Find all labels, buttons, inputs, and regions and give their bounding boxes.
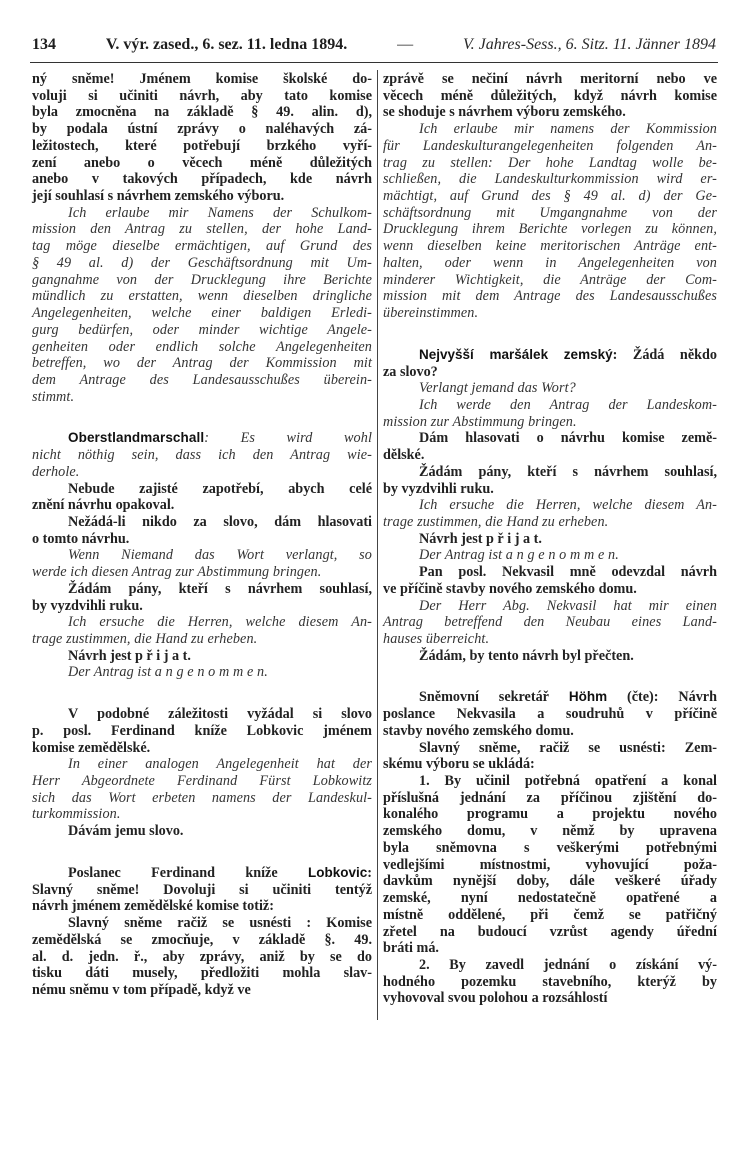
text-line: tisku dáti musely, předložiti mohla slav- [32, 965, 372, 982]
text-line: návrh jménem zemědělské komise totiž: [32, 898, 274, 915]
paragraph [383, 740, 717, 773]
text-line: by vyzdvihli ruku. [383, 480, 494, 497]
text-line: Wenn Niemand das Wort verlangt, so [68, 547, 372, 564]
text-line: genheiten oder endlich solche Angelegenheiten [32, 338, 372, 355]
text-line: její souhlasí s návrhem zemského výboru. [32, 188, 285, 205]
text-line: zprávě se nečiní návrh meritorní nebo ve [383, 71, 717, 87]
text-line: Ich ersuche die Herren, welche diesem An- [419, 497, 717, 514]
text-line: Ich erlaube mir namens der Kommission [419, 121, 717, 138]
text-line: mündlich zu erstatten, wenn dieselben dringliche [32, 288, 372, 305]
text-line: Der Antrag ist a n g e n o m m e n. [419, 547, 619, 564]
text-segment: : Es wird wohl [204, 430, 372, 447]
text-line: betreffen, wo der Antrag der Kommission mit [32, 355, 372, 372]
text-line: ný sněme! Jménem komise školské do- [32, 71, 372, 87]
text-segment: : Žádá někdo [612, 346, 717, 363]
text-line: poslance Nekvasila a soudruhů v příčině [383, 706, 717, 723]
paragraph [32, 648, 372, 665]
paragraph [32, 865, 372, 915]
text-line: vedlejšími místnostmi, vyhovující poža- [383, 856, 717, 873]
text-line: Antrag betreffend den Neubau eines Land- [383, 614, 717, 631]
text-line: gurg bedürfen, oder minder wichtige Angele- [32, 321, 372, 338]
text-line: Slavný sněme račiž se usnésti : Komise [68, 915, 372, 932]
text-line: zení anebo o věcech méně důležitých [32, 154, 372, 171]
paragraph [383, 71, 717, 121]
text-line: Dám hlasovati o návrhu komise země- [419, 430, 717, 447]
text-line: znění návrhu opakoval. [32, 497, 175, 514]
text-line: davkům nynější doby, dále veškeré úřady [383, 873, 717, 890]
text-line: mission zur Abstimmung bringen. [383, 413, 577, 430]
text-line: Herr Abgeordnete Ferdinand Fürst Lobkowitz [32, 773, 372, 790]
text-line: Návrh jest p ř i j a t. [419, 530, 542, 547]
speaker-name: Höhm [568, 689, 608, 705]
speaker-name: Oberstlandmarschall [68, 430, 205, 446]
text-line: Der Antrag ist a n g e n o m m e n. [68, 664, 268, 681]
text-line: Der Herr Abg. Nekvasil hat mir einen [419, 597, 717, 614]
paragraph [32, 756, 372, 823]
text-line: Ich ersuche die Herren, welche diesem An- [68, 614, 372, 631]
text-line: dem Antrage des Landesausschußes überein- [32, 371, 372, 388]
left-column [32, 71, 372, 999]
text-line: trage zustimmen, die Hand zu erheben. [32, 631, 258, 647]
text-segment: Sněmovní sekretář [419, 689, 569, 706]
text-line: se shoduje s návrhem výboru zemského. [383, 104, 626, 121]
text-line: p. posl. Ferdinand kníže Lobkovic jménem [32, 722, 372, 739]
speaker-name: Nejvyšší maršálek zemský [419, 346, 613, 362]
text-line: ležitostech, které potřebují brzkého vyří- [32, 137, 372, 154]
text-line: by vyzdvihli ruku. [32, 597, 143, 614]
text-line: stimmt. [32, 388, 75, 405]
text-line: stavby nového zemského domu. [383, 722, 574, 739]
text-line: für Landeskulturangelegenheiten folgenden An- [383, 137, 717, 154]
header-dash: — [397, 36, 414, 53]
text-line: by podala ústní zprávy o naléhavých zá- [32, 121, 372, 138]
text-line: gangnahme von der Drucklegung ihre Berichte [32, 271, 372, 288]
paragraph [383, 689, 717, 739]
paragraph [32, 915, 372, 999]
text-line: dělské. [383, 447, 425, 464]
paragraph [32, 71, 372, 205]
column-divider [377, 70, 378, 1020]
paragraph [383, 347, 717, 380]
paragraph [383, 121, 717, 322]
paragraph [32, 514, 372, 547]
text-line: příslušná jednání za příčinou zjištění do- [383, 789, 717, 806]
text-segment: Poslanec Ferdinand kníže [68, 864, 308, 881]
text-line: skému výboru se ukládá: [383, 756, 535, 773]
text-line: o tomto návrhu. [32, 530, 130, 547]
text-line: hauses überreicht. [383, 631, 490, 647]
text-line: trage zustimmen, die Hand zu erheben. [383, 513, 609, 530]
text-line: werde ich diesen Antrag zur Abstimmung bringen. [32, 564, 322, 581]
text-line: ve příčině stavby nového zemského domu. [383, 580, 637, 597]
text-line: derhole. [32, 463, 80, 480]
text-line: turkommission. [32, 806, 121, 823]
text-line: Slavný sněme, račiž se usnésti: Zem- [419, 739, 717, 756]
text-line: zemské, nyní nedostatečně opatřené a [383, 890, 717, 907]
text-line: mission den Antrag zu stellen, der hohe Land- [32, 221, 372, 238]
paragraph [383, 648, 717, 665]
text-line: Nebude zajisté zapotřebí, abych celé [68, 480, 372, 497]
paragraph [383, 598, 717, 648]
text-line: hodného pozemku stavebního, kterýž by [383, 973, 717, 990]
paragraph [32, 664, 372, 681]
paragraph [383, 380, 717, 397]
text-line: tag möge dieselbe ermächtigen, auf Grund des [32, 238, 372, 255]
header-rule [30, 62, 718, 63]
text-line: mächtigt, auf Grund des § 49 al. d) der Ge- [383, 188, 717, 205]
right-column [383, 71, 717, 1007]
text-line: Dávám jemu slovo. [68, 823, 184, 840]
page-number: 134 [32, 36, 56, 53]
paragraph [383, 430, 717, 463]
text-line: nému sněmu v tom případě, když ve [32, 981, 251, 998]
text-line: mission mit dem Antrage des Landesausschußes [383, 288, 717, 305]
text-line: al. d. jedn. ř., aby zprávy, aniž by se do [32, 948, 372, 965]
text-line [32, 430, 372, 447]
text-line: zemědělská se zmocňuje, v základě §. 49. [32, 931, 372, 948]
paragraph [383, 547, 717, 564]
text-line: V podobné záležitosti vyžádal si slovo [68, 706, 372, 723]
header-german: V. Jahres-Sess., 6. Sitz. 11. Jänner 1894 [462, 36, 716, 53]
text-line: vyhovoval svou polohou a rozsáhlostí [383, 990, 608, 1007]
text-line: 1. By učinil potřebná opatření a konal [419, 773, 717, 790]
text-line: Angelegenheiten, welche einer baldigen Erledi- [32, 305, 372, 322]
text-line: Slavný sněme! Dovoluji si učiniti tentýž [32, 881, 372, 898]
text-line: voluji si učiniti návrh, aby tato komise [32, 87, 372, 104]
text-line [32, 865, 372, 882]
running-header [32, 36, 716, 56]
text-line: In einer analogen Angelegenheit hat der [68, 756, 372, 773]
text-line: Žádám pány, kteří s návrhem souhlasí, [68, 580, 372, 597]
text-line: Ich erlaube mir Namens der Schulkom- [68, 204, 372, 221]
paragraph [32, 547, 372, 580]
paragraph [32, 581, 372, 614]
text-line: trag zu stellen: Der hohe Landtag wolle be- [383, 154, 717, 171]
text-line: Návrh jest p ř i j a t. [68, 647, 191, 664]
text-line: sich das Wort erbeten namens der Landeskul- [32, 789, 372, 806]
paragraph [32, 430, 372, 480]
text-line: zřetel na budoucí vzrůst agendy úřední [383, 923, 717, 940]
text-line [383, 689, 717, 706]
paragraph [383, 564, 717, 597]
text-line: minderer Wichtigkeit, die Anträge der Com- [383, 271, 717, 288]
paragraph [32, 614, 372, 647]
paragraph [383, 464, 717, 497]
text-line: § 49 al. d) der Geschäftsordnung mit Um- [32, 254, 372, 271]
speaker-name: Lobkovic [308, 864, 368, 880]
text-line: bráti má. [383, 940, 439, 957]
paragraph [383, 957, 717, 1007]
text-line: Drucklegung ihrem Berichte vorlegen zu können, [383, 221, 717, 238]
text-line: zemského domu, v němž by upravena [383, 823, 717, 840]
text-line: konalého programu a projektu nového [383, 806, 717, 823]
paragraph [383, 397, 717, 430]
paragraph [383, 497, 717, 530]
text-line [383, 347, 717, 364]
text-line: byla sněmovna s veškerými potřebnými [383, 839, 717, 856]
header-czech: V. výr. zased., 6. sez. 11. ledna 1894. [105, 36, 348, 53]
text-line: 2. By zavedl jednání o získání vý- [419, 956, 717, 973]
text-line: Ich werde den Antrag der Landeskom- [419, 396, 717, 413]
text-segment: : [367, 864, 372, 881]
text-line: Žádám, by tento návrh byl přečten. [419, 647, 634, 664]
text-line: Nežádá-li nikdo za slovo, dám hlasovati [68, 513, 372, 530]
text-line: místně oddělené, při čemž se patřičný [383, 906, 717, 923]
text-line: halten, oder wenn in Angelegenheiten von [383, 254, 717, 271]
text-line: Verlangt jemand das Wort? [419, 380, 576, 397]
text-line: nicht nöthig sein, dass ich den Antrag wie- [32, 447, 372, 464]
paragraph [32, 706, 372, 756]
text-line: za slovo? [383, 363, 438, 380]
text-line: Žádám pány, kteří s návrhem souhlasí, [419, 463, 717, 480]
text-line: schäftsordnung mit Umgangnahme von der [383, 204, 717, 221]
paragraph [32, 823, 372, 840]
paragraph [32, 481, 372, 514]
text-line: Pan posl. Nekvasil mně odevzdal návrh [419, 564, 717, 581]
text-line: schließen, die Landeskulturkommission wird er- [383, 171, 717, 188]
text-line: komise zemědělské. [32, 739, 151, 756]
paragraph [383, 773, 717, 957]
text-line: anebo v takových případech, kde návrh [32, 171, 372, 188]
text-line: věcech méně důležitých, když návrh komise [383, 87, 717, 104]
paragraph [383, 531, 717, 548]
text-line: wenn dieselben keine meritorischen Anträge ent- [383, 238, 717, 255]
text-line: übereinstimmen. [383, 305, 479, 322]
text-segment: (čte): Návrh [607, 689, 717, 706]
paragraph [32, 205, 372, 406]
text-line: byla zmocněna na základě § 49. alin. d), [32, 104, 372, 121]
